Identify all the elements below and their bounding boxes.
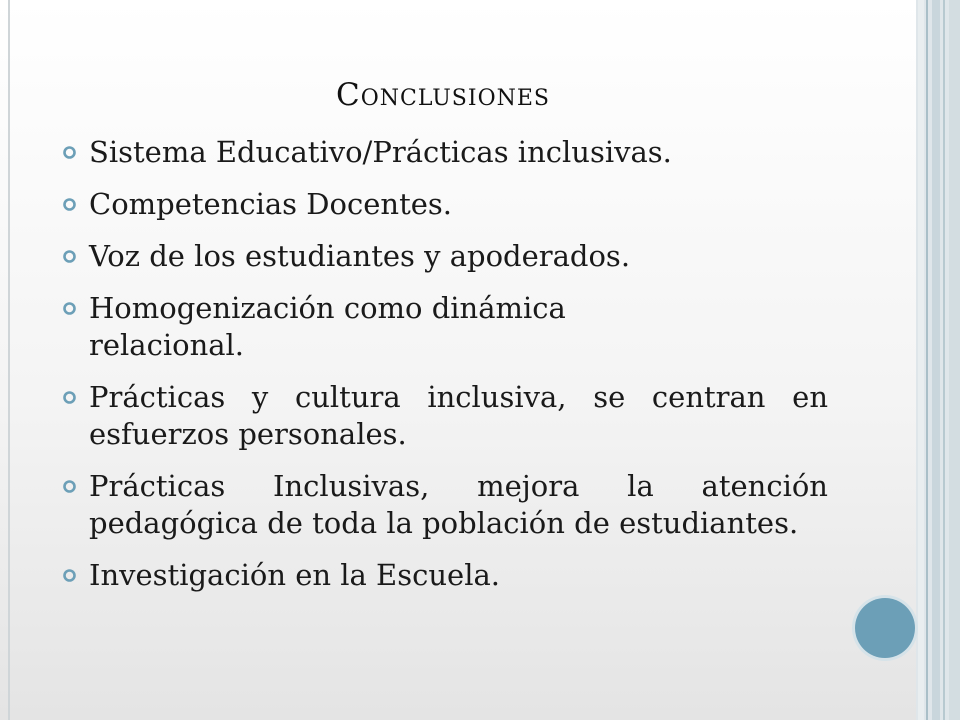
band-stripe	[926, 0, 928, 720]
slide-title: Conclusiones	[336, 76, 550, 113]
right-decorative-band	[916, 0, 960, 720]
circle-bullet-icon	[62, 568, 77, 583]
list-item	[62, 557, 828, 594]
list-item-text: Homogenización como dinámica relacional.	[89, 291, 566, 362]
list-item	[62, 290, 649, 364]
band-stripe	[932, 0, 940, 720]
circle-bullet-icon	[62, 390, 77, 405]
list-item	[62, 468, 828, 542]
band-stripe	[949, 0, 960, 720]
list-item	[62, 134, 828, 171]
circle-bullet-icon	[62, 197, 77, 212]
list-item	[62, 238, 828, 275]
band-stripe	[943, 0, 945, 720]
circle-bullet-icon	[62, 145, 77, 160]
list-item-text: Sistema Educativo/Prácticas inclusivas.	[89, 135, 672, 169]
list-item-text: Competencias Docentes.	[89, 187, 452, 221]
list-item-text: Prácticas Inclusivas, mejora la atención pedagógica de toda la población de estudiantes.	[89, 469, 828, 540]
circle-bullet-icon	[62, 301, 77, 316]
decorative-circle	[855, 598, 915, 658]
circle-bullet-icon	[62, 249, 77, 264]
list-item-text: Investigación en la Escuela.	[89, 558, 500, 592]
list-item-text: Voz de los estudiantes y apoderados.	[89, 239, 631, 273]
list-item-text: Prácticas y cultura inclusiva, se centran en esfuerzos personales.	[89, 380, 828, 451]
list-item	[62, 379, 828, 453]
list-item	[62, 186, 828, 223]
bullet-list	[62, 134, 828, 609]
band-stripe	[918, 0, 924, 720]
circle-bullet-icon	[62, 479, 77, 494]
